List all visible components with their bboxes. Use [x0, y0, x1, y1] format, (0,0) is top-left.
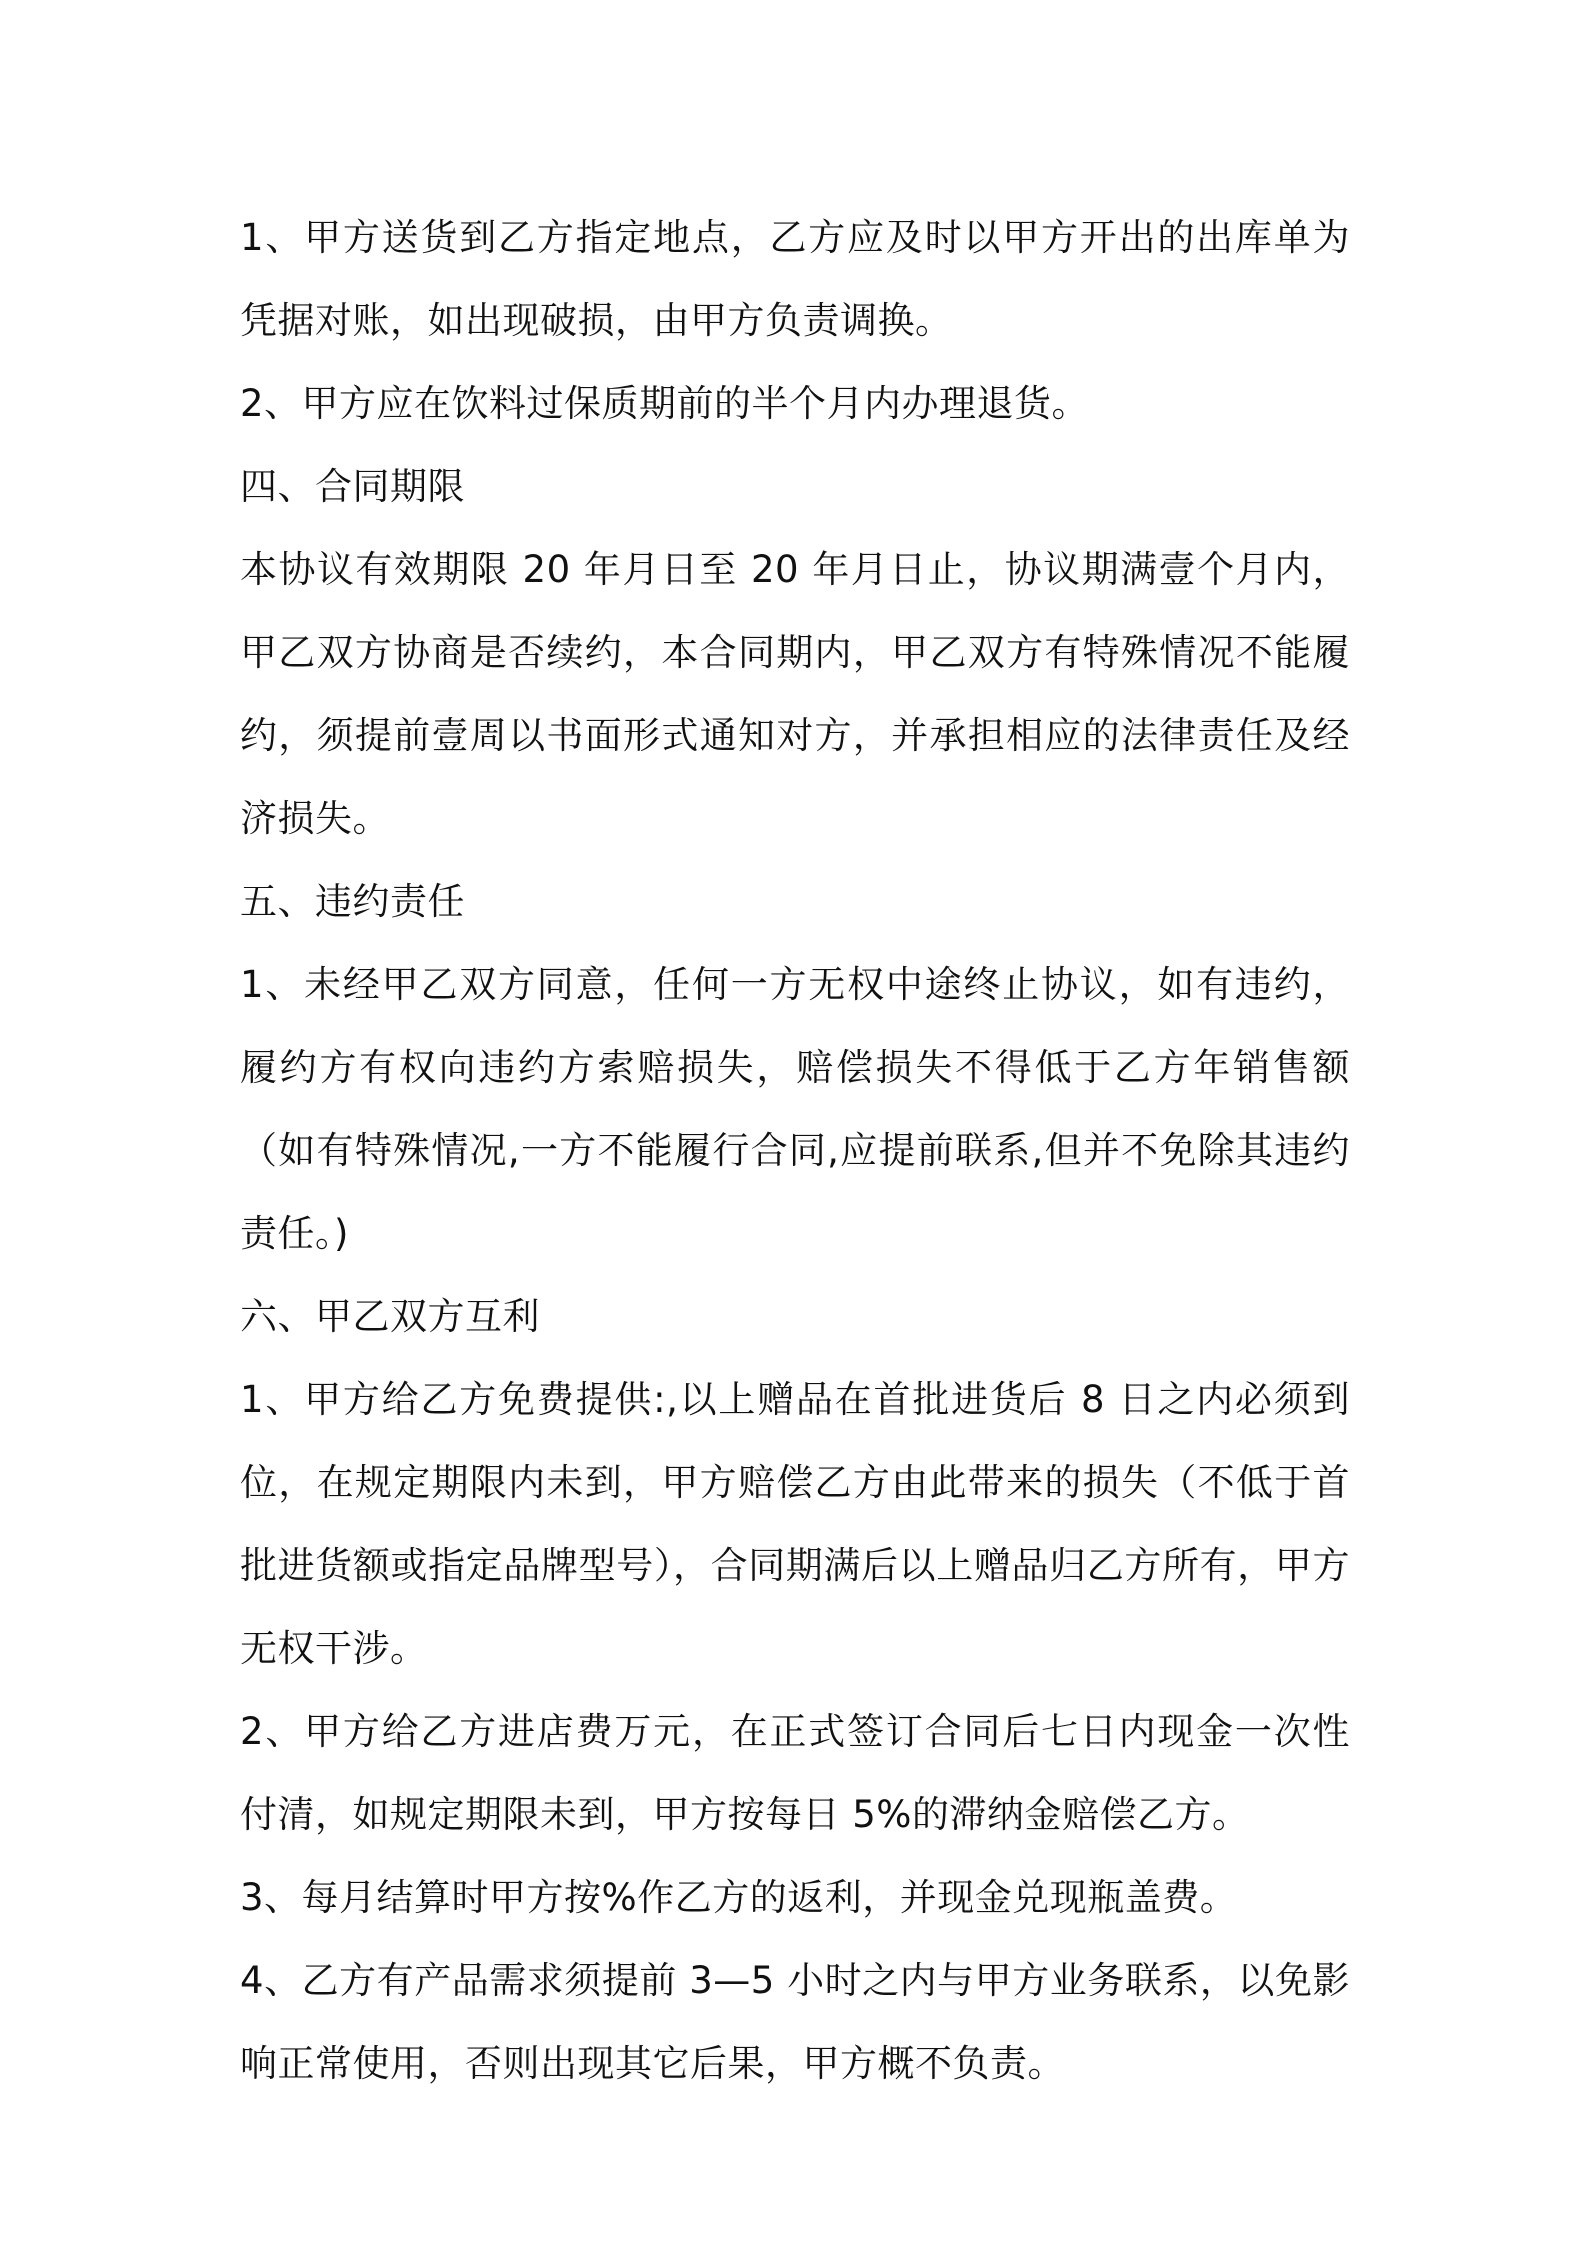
clause-validity-period: 本协议有效期限 20 年月日至 20 年月日止，协议期满壹个月内，甲乙双方协商是否续约，本合同期内，甲乙双方有特殊情况不能履约，须提前壹周以书面形式通知对方，并承担相应的法律责任及经济损失。: [240, 548, 1350, 840]
clause-free-gifts: 1、甲方给乙方免费提供:,以上赠品在首批进货后 8 日之内必须到位，在规定期限内未到，甲方赔偿乙方由此带来的损失（不低于首批进货额或指定品牌型号），合同期满后以上赠品归乙方所有，甲方无权干涉。: [240, 1378, 1350, 1670]
clause-order-notice: 4、乙方有产品需求须提前 3—5 小时之内与甲方业务联系，以免影响正常使用，否则出现其它后果，甲方概不负责。: [240, 1959, 1350, 2085]
clause-termination-compensation: 1、未经甲乙双方同意，任何一方无权中途终止协议，如有违约，履约方有权向违约方索赔损失，赔偿损失不得低于乙方年销售额（如有特殊情况,一方不能履行合同,应提前联系,但并不免除其违约责任。): [240, 963, 1350, 1255]
section-heading-breach-liability: 五、违约责任: [240, 880, 465, 923]
section-heading-contract-term: 四、合同期限: [240, 465, 465, 508]
clause-entry-fee: 2、甲方给乙方进店费万元，在正式签订合同后七日内现金一次性付清，如规定期限未到，甲方按每日 5%的滞纳金赔偿乙方。: [240, 1710, 1350, 1836]
document-body: [240, 196, 1350, 2105]
clause-delivery-reconciliation: 1、甲方送货到乙方指定地点，乙方应及时以甲方开出的出库单为凭据对账，如出现破损，由甲方负责调换。: [240, 216, 1350, 342]
clause-monthly-rebate: 3、每月结算时甲方按%作乙方的返利，并现金兑现瓶盖费。: [240, 1876, 1238, 1919]
clause-return-goods: 2、甲方应在饮料过保质期前的半个月内办理退货。: [240, 382, 1090, 425]
section-heading-mutual-benefit: 六、甲乙双方互利: [240, 1295, 540, 1338]
